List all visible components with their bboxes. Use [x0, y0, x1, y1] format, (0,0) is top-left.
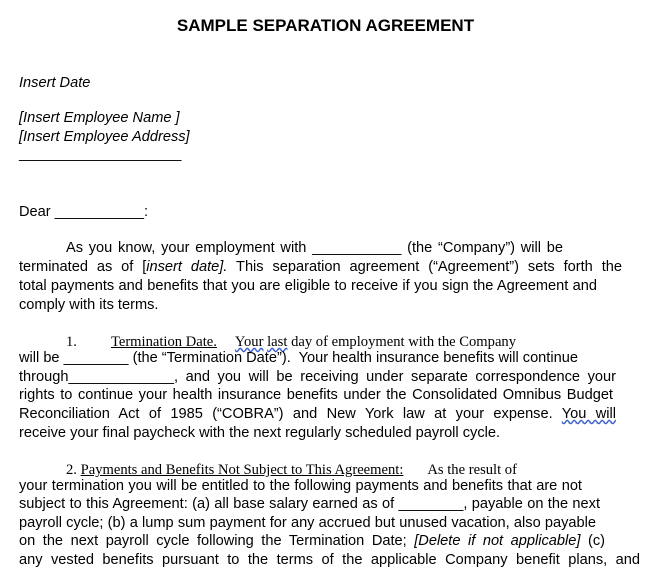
- you-will: You will: [561, 406, 616, 422]
- intro-line-2-b: This separation agreement (“Agreement”) sets forth the: [227, 259, 622, 275]
- section-2-line-3: subject to this Agreement: (a) all base salary earned as of ________, payable on the next: [19, 496, 600, 512]
- section-1-line-5-a: Reconciliation Act of 1985 (“COBRA”) and New York law at your expense.: [19, 406, 553, 422]
- section-2-line-5-b: (c): [587, 533, 605, 549]
- section-2-number: 2.: [66, 462, 77, 478]
- section-2-heading: Payments and Benefits Not Subject to This Agreement:: [80, 462, 404, 478]
- section-1-line-4: rights to continue your health insurance benefits under the Consolidated Omnibus Budget: [19, 387, 613, 403]
- document-title: SAMPLE SEPARATION AGREEMENT: [176, 16, 475, 35]
- section-2-line-5-a: on the next payroll cycle following the Termination Date;: [19, 533, 407, 549]
- intro-line-3: total payments and benefits that you are eligible to receive if you sign the Agreement and: [19, 278, 597, 294]
- intro-line-1: As you know, your employment with ___________ (the “Company”) will be: [66, 240, 563, 256]
- last-word: last: [267, 334, 288, 350]
- section-2-line-1-rest: As the result of: [427, 462, 517, 478]
- employee-name: [Insert Employee Name ]: [19, 110, 180, 126]
- intro-line-2: [19, 258, 622, 277]
- employee-address: [Insert Employee Address]: [19, 129, 190, 145]
- section-1-line-3: through_____________, and you will be receiving under separate correspondence your: [19, 369, 616, 385]
- section-1-line-6: receive your final paycheck with the next regularly scheduled payroll cycle.: [19, 425, 501, 441]
- delete-if-not-applicable: [Delete if not applicable]: [414, 533, 581, 549]
- intro-line-4: comply with its terms.: [19, 297, 159, 313]
- insert-date: Insert Date: [19, 75, 91, 91]
- section-1-line-2: will be ________ (the “Termination Date”). Your health insurance benefits will continue: [19, 350, 578, 366]
- section-2-line-6: any vested benefits pursuant to the terms of the applicable Company benefit plans, and: [19, 552, 640, 568]
- section-2-line-5: [19, 532, 605, 551]
- section-2-line-4: payroll cycle; (b) a lump sum payment for any accrued but unused vacation, also payable: [19, 515, 596, 531]
- insert-date-placeholder: insert date].: [146, 259, 228, 275]
- section-1-number: 1.: [66, 334, 77, 350]
- your-word: Your: [234, 334, 264, 350]
- section-2-line-2: your termination you will be entitled to the following payments and benefits that are not: [19, 478, 582, 494]
- address-blank: ____________________: [19, 146, 182, 162]
- salutation: Dear ___________:: [19, 204, 149, 220]
- section-1-heading: Termination Date.: [110, 334, 217, 350]
- section-1-line-1-rest: day of employment with the Company: [291, 334, 517, 350]
- intro-line-2-a: terminated as of [: [19, 259, 147, 275]
- section-1-line-5: [19, 405, 616, 424]
